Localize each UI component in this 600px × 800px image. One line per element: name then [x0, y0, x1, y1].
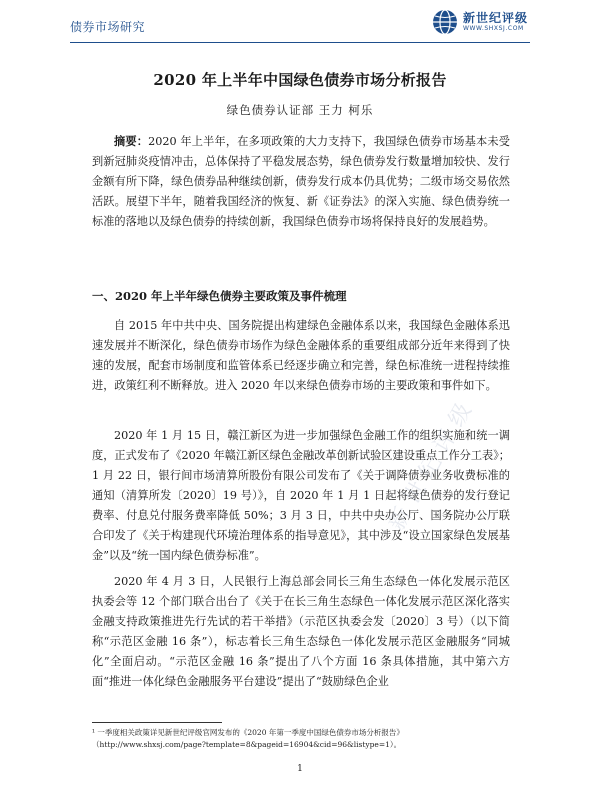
section-heading: 一、2020 年上半年绿色债券主要政策及事件梳理 [92, 289, 347, 303]
footnote [92, 727, 512, 751]
logo-url: WWW.SHXSJ.COM [462, 25, 524, 32]
body-paragraph: 自 2015 年中共中央、国务院提出构建绿色金融体系以来，我国绿色金融体系迅速发展并不断深化，绿色债券市场作为绿色金融体系的重要组成部分近年来得到了快速的发展，配套市场制度和监管体系已经逐步确立和完善，绿色标准统一进程持续推进，政策红利不断释放。进入 2020 年以来绿色债券市场的主要政策和事件如下。 [92, 319, 510, 392]
body-paragraph: 2020 年 4 月 3 日，人民银行上海总部会同长三角生态绿色一体化发展示范区执委会等 12 个部门联合出台了《关于在长三角生态绿色一体化发展示范区深化落实金融支持政策推进先行先试的若干举措》（示范区执委会发〔2020〕3 号）（以下简称“示范区金融 16 条”），标志着长三角生态绿色一体化发展示范区金融服务“同城化”全面启动。“示范区金融 16 条”提出了八个方面 16 条具体措施，其中第六方面“推进一体化绿色金融服务平台建设”提出了“鼓励绿色企业 [92, 575, 510, 688]
abstract-lead: 摘要： [114, 134, 149, 148]
abstract-body: 2020 年上半年，在多项政策的大力支持下，我国绿色债券市场基本未受到新冠肺炎疫情冲击，总体保持了平稳发展态势，绿色债券发行数量增加较快、发行金额有所下降，绿色债券品种继续创新，债券发行成本仍具优势；二级市场交易依然活跃。展望下半年，随着我国经济的恢复、新《证券法》的深入实施、绿色债券统一标准的落地以及绿色债券的持续创新，我国绿色债券市场将保持良好的发展趋势。 [92, 135, 510, 228]
page-header [0, 0, 600, 44]
document-title: 2020 年上半年中国绿色债券市场分析报告 [153, 71, 447, 89]
page-number: 1 [297, 764, 303, 774]
section-label: 债券市场研究 [70, 20, 146, 34]
footnote-divider [92, 722, 222, 723]
company-logo [432, 6, 528, 38]
footnote-text: ¹ 一季度相关政策详见新世纪评级官网发布的《2020 年第一季度中国绿色债券市场分析报告》 [92, 728, 404, 737]
body-paragraph: 2020 年 1 月 15 日，赣江新区为进一步加强绿色金融工作的组织实施和统一调度，正式发布了《2020 年赣江新区绿色金融改革创新试验区建设重点工作分工表》；1 月 22 日，银行间市场清算所股份有限公司发布了《关于调降债券业务收费标准的通知（清算所发〔2020〕19 号）》，自 2020 年 1 月 1 日起将绿色债券的发行登记费率、付息兑付服务费率降低 50%；3 月 3 日，中共中央办公厅、国务院办公厅联合印发了《关于构建现代环境治理体系的指导意见》，其中涉及“设立国家绿色发展基金”以及“统一国内绿色债券标准”。 [92, 429, 510, 562]
watermark: 新世纪评级 [384, 392, 481, 535]
footnote-url: （http://www.shxsj.com/page?template=8&pageid=16904&cid=96&listype=1）。 [92, 740, 402, 749]
logo-name: 新世纪评级 [462, 11, 528, 25]
globe-logo-icon [432, 9, 458, 35]
abstract [92, 131, 510, 232]
document-authors: 绿色债券认证部 王力 柯乐 [226, 103, 374, 117]
header-divider [70, 42, 530, 43]
